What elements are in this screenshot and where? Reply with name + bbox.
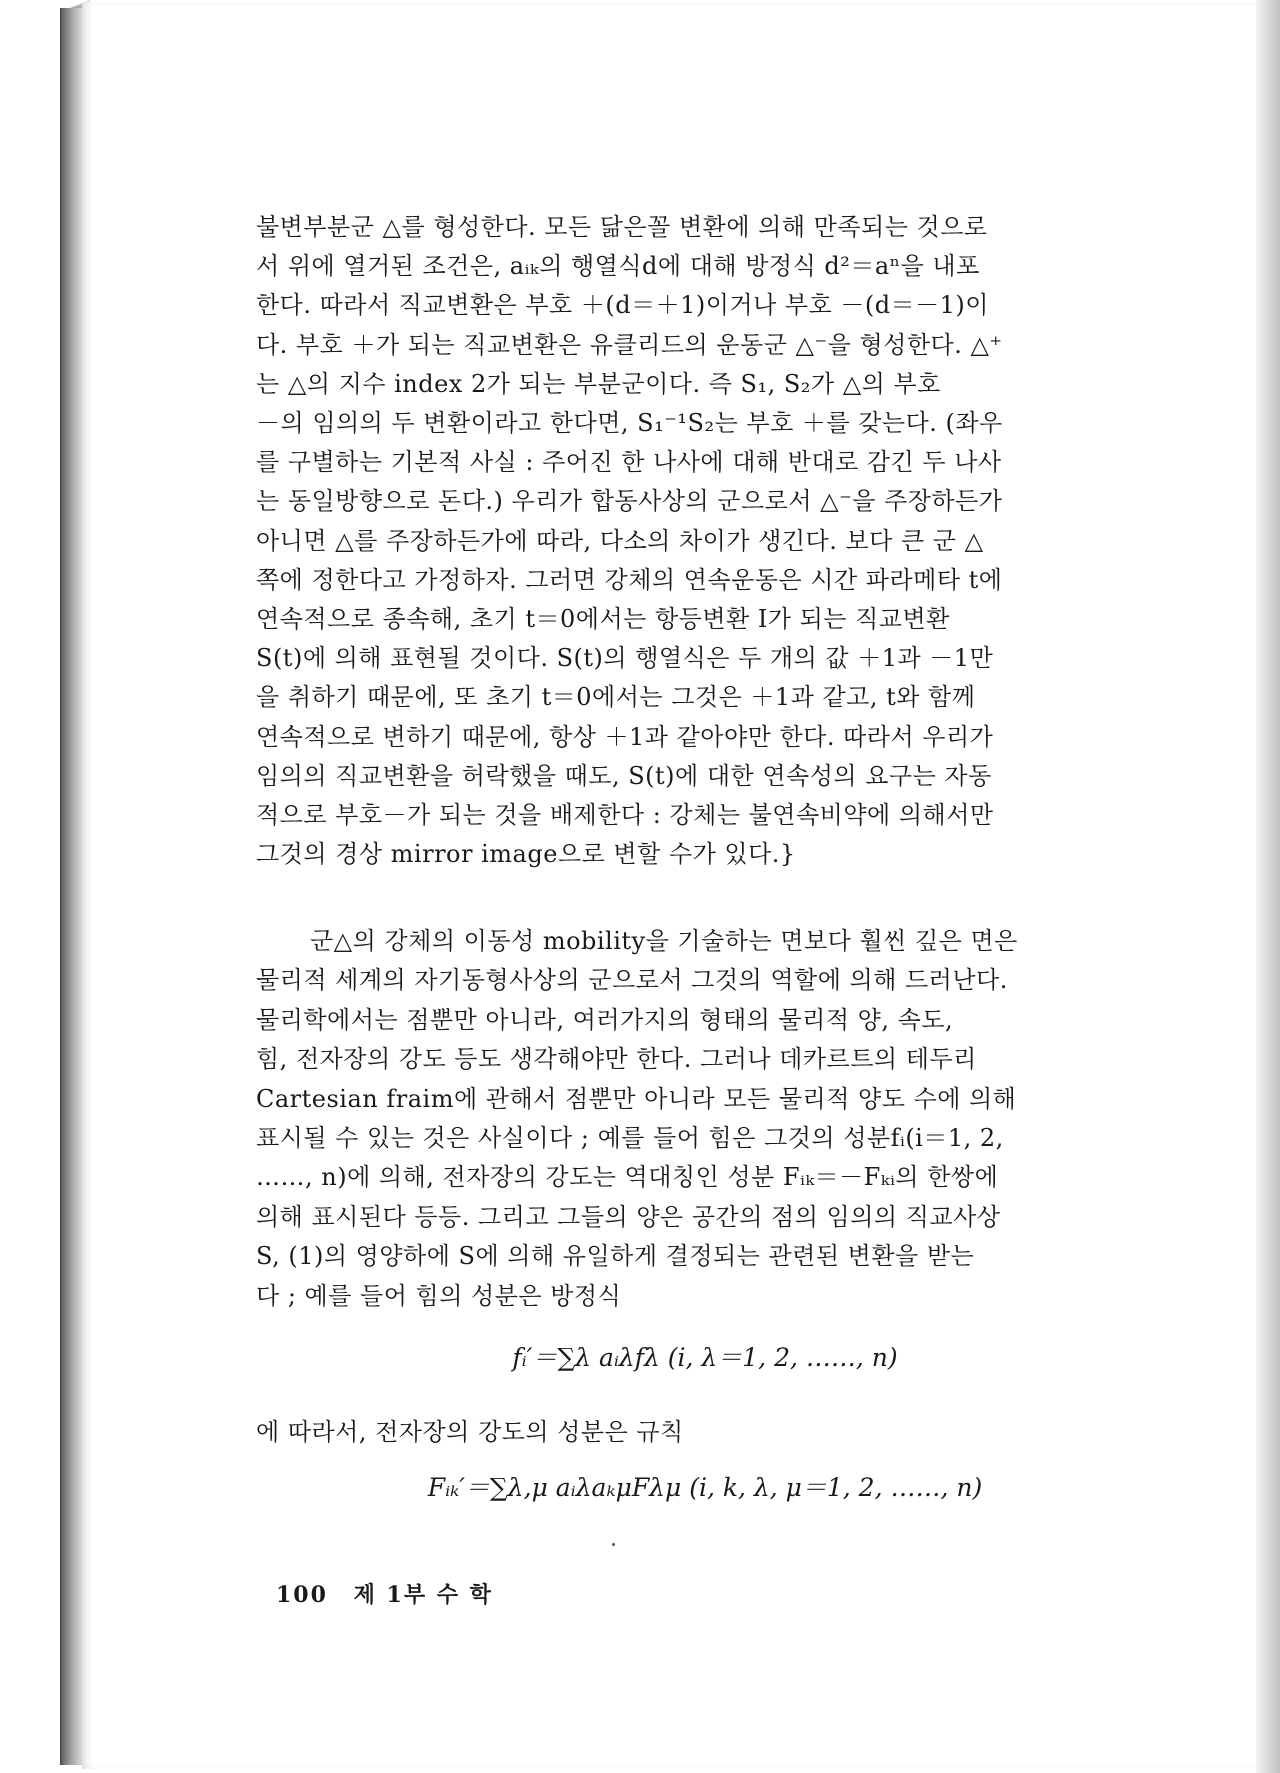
text-line: 아니면 △를 주장하든가에 따라, 다소의 차이가 생긴다. 보다 큰 군 △ [256,526,984,555]
paragraph-1 [256,208,1136,874]
text-line: S, (1)의 영양하에 S에 의해 유일하게 결정되는 관련된 변환을 받는 [256,1242,975,1271]
text-line: S(t)에 의해 표현될 것이다. S(t)의 행열식은 두 개의 값 ＋1과 －1만 [256,644,994,673]
text-line: 연속적으로 종속해, 초기 t＝0에서는 항등변환 I가 되는 직교변환 [256,605,950,634]
text-line: 적으로 부호－가 되는 것을 배제한다 : 강체는 불연속비약에 의해서만 [256,801,994,830]
text-line: 서 위에 열거된 조건은, aᵢₖ의 행열식d에 대해 방정식 d²＝aⁿ을 내포 [256,252,980,281]
text-line: 다 ; 예를 들어 힘의 성분은 방정식 [256,1281,622,1310]
page-number: 100 [276,1582,328,1608]
book-edge-right [1256,0,1280,1773]
text-line: 다. 부호 ＋가 되는 직교변환은 유클리드의 운동군 △⁻을 형성한다. △⁺ [256,330,1003,359]
text-line: 쪽에 정한다고 가정하자. 그러면 강체의 연속운동은 시간 파라메타 t에 [256,565,1003,594]
ink-dot [612,1543,615,1546]
equation-force-components: fᵢ′＝∑λ aᵢλfλ (i, λ＝1, 2, ……, n) [512,1343,898,1372]
text-line: 표시될 수 있는 것은 사실이다 ; 예를 들어 힘은 그것의 성분fᵢ(i＝1, 2, [256,1124,1004,1153]
running-section-title: 제 1부 수 학 [353,1582,493,1608]
text-line: 한다. 따라서 직교변환은 부호 ＋(d＝＋1)이거나 부호 －(d＝－1)이 [256,291,989,320]
text-line: Cartesian fraim에 관해서 점뿐만 아니라 모든 물리적 양도 수에 의해 [256,1084,1017,1113]
text-line: ……, n)에 의해, 전자장의 강도는 역대칭인 성분 Fᵢₖ＝－Fₖᵢ의 한쌍에 [256,1163,999,1192]
text-line: 힘, 전자장의 강도 등도 생각해야만 한다. 그러나 데카르트의 테두리 [256,1045,977,1074]
paragraph-2 [256,922,1136,1316]
text-line: 에 따라서, 전자장의 강도의 성분은 규칙 [256,1418,684,1446]
text-line: 그것의 경상 mirror image으로 변할 수가 있다.} [256,840,796,869]
text-line: 군△의 강체의 이동성 mobility을 기술하는 면보다 훨씬 깊은 면은 [310,927,1018,955]
page-footer [276,1578,493,1609]
text-line: 물리적 세계의 자기동형사상의 군으로서 그것의 역할에 의해 드러난다. [256,966,1008,995]
equation-field-components: Fᵢₖ′＝∑λ,μ aᵢλaₖμFλμ (i, k, λ, μ＝1, 2, ……, n) [427,1473,983,1502]
text-line: －의 임의의 두 변환이라고 한다면, S₁⁻¹S₂는 부호 ＋를 갖는다. (좌우 [256,409,1003,438]
text-line: 임의의 직교변환을 허락했을 때도, S(t)에 대한 연속성의 요구는 자동 [256,761,992,790]
text-line: 는 △의 지수 index 2가 되는 부분군이다. 즉 S₁, S₂가 △의 부호 [256,369,941,398]
text-line: 물리학에서는 점뿐만 아니라, 여러가지의 형태의 물리적 양, 속도, [256,1005,954,1034]
text-line: 는 동일방향으로 돈다.) 우리가 합동사상의 군으로서 △⁻을 주장하든가 [256,487,1003,516]
text-line: 연속적으로 변하기 때문에, 항상 ＋1과 같아야만 한다. 따라서 우리가 [256,722,994,751]
text-line: 을 취하기 때문에, 또 초기 t＝0에서는 그것은 ＋1과 같고, t와 함께 [256,683,976,712]
text-line: 의해 표시된다 등등. 그리고 그들의 양은 공간의 점의 임의의 직교사상 [256,1202,1001,1231]
text-line: 를 구별하는 기본적 사실 : 주어진 한 나사에 대해 반대로 감긴 두 나사 [256,448,1002,477]
text-line: 불변부분군 △를 형성한다. 모든 닮은꼴 변환에 의해 만족되는 것으로 [256,213,988,241]
